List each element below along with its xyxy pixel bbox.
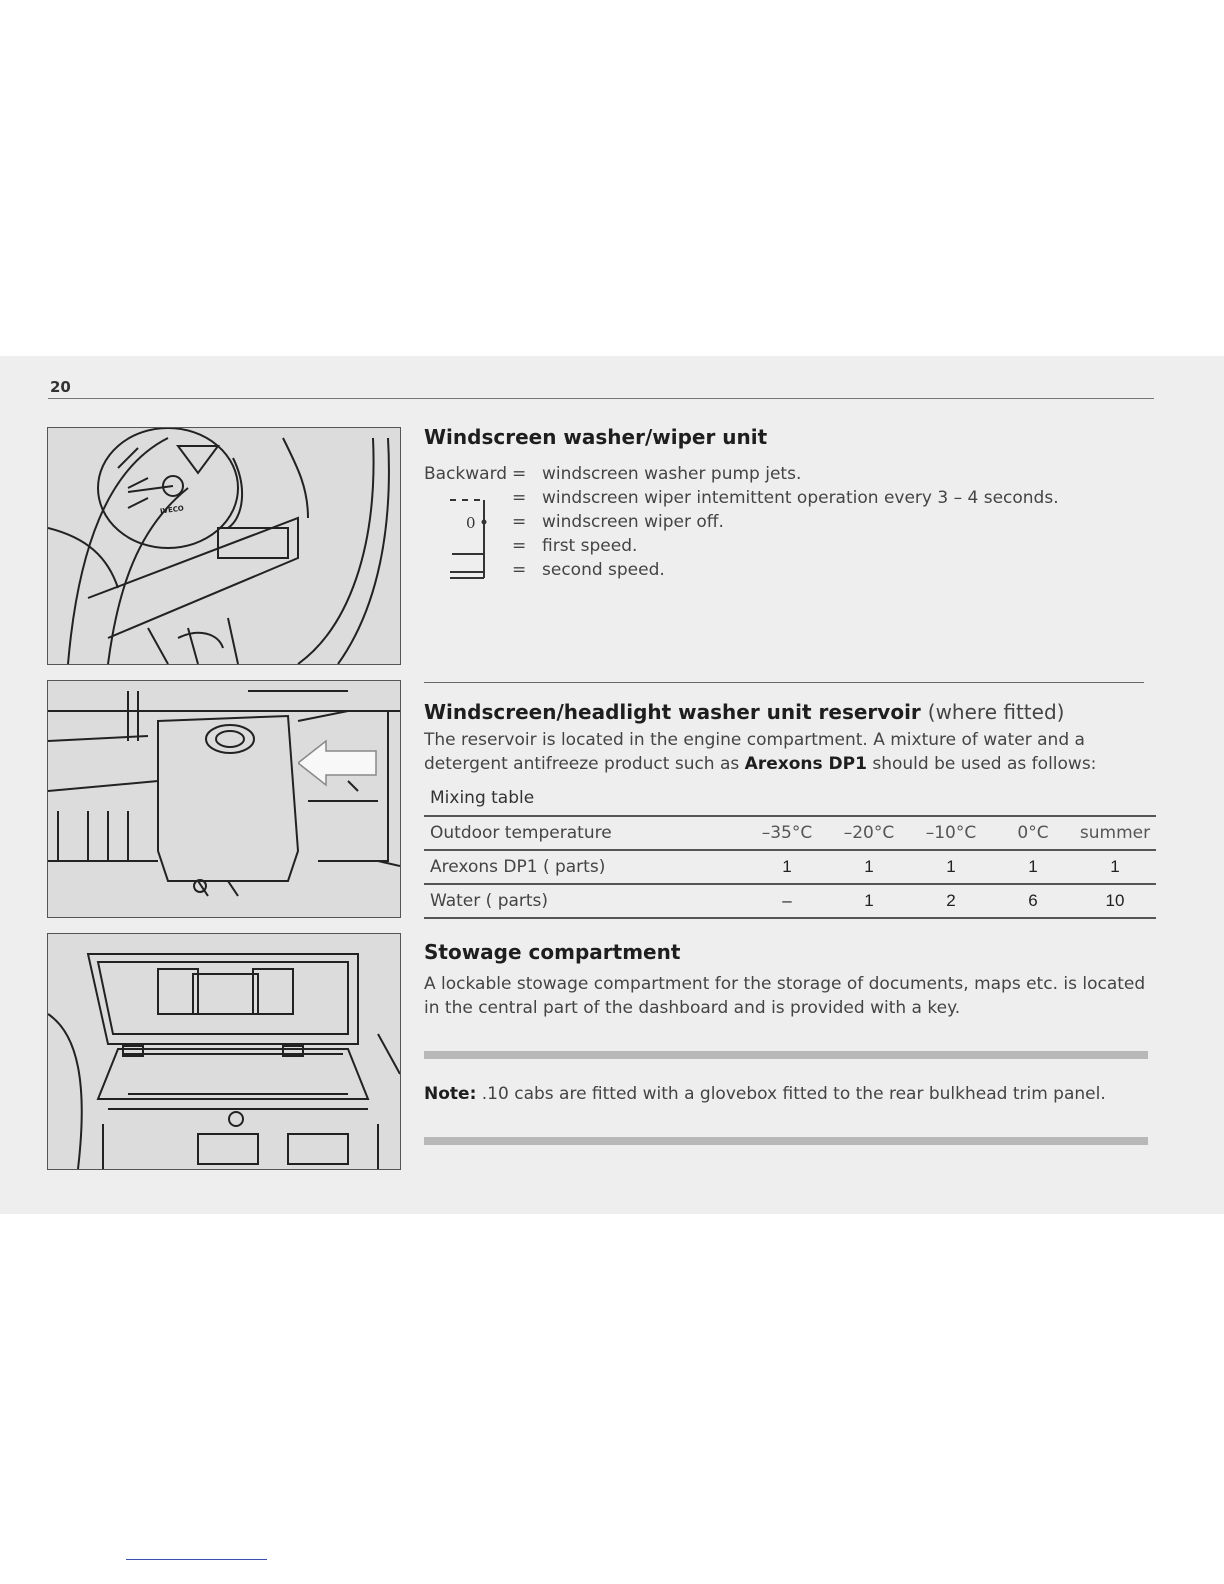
table-cell: – [746, 884, 828, 918]
mixing-table-title: Mixing table [430, 788, 535, 808]
wiper-row-desc: first speed. [542, 536, 638, 556]
note-top-bar [424, 1051, 1148, 1059]
table-header-row [424, 816, 1156, 850]
reservoir-heading [424, 700, 1064, 724]
wiper-row-equals: = [512, 536, 527, 556]
wiper-row [424, 464, 1124, 488]
reservoir-text-before: The reservoir is located in the engine compartment. A mixture of water and a detergent antifreeze product such as [424, 730, 1085, 774]
mixing-table [424, 815, 1156, 919]
wiper-switch-zero-label: 0 [466, 514, 476, 532]
wiper-row [424, 488, 1124, 512]
wiper-row-desc: windscreen washer pump jets. [542, 464, 802, 484]
table-cell: Water ( parts) [424, 884, 746, 918]
washer-reservoir-illustration [47, 680, 401, 918]
table-header-cell: –10°C [910, 816, 992, 850]
table-cell: 1 [828, 884, 910, 918]
section-divider [424, 682, 1144, 683]
table-header-cell: Outdoor temperature [424, 816, 746, 850]
wiper-row-equals: = [512, 560, 527, 580]
note-bottom-bar [424, 1137, 1148, 1145]
table-row [424, 850, 1156, 884]
wiper-row-equals: = [512, 464, 527, 484]
header-rule [48, 398, 1154, 399]
note-text: .10 cabs are fitted with a glovebox fitted to the rear bulkhead trim panel. [476, 1084, 1106, 1104]
wiper-row-desc: windscreen wiper intemittent operation every 3 – 4 seconds. [542, 488, 1059, 508]
wiper-switch-positions-icon [446, 490, 492, 586]
dashboard-wiper-stalk-illustration [47, 427, 401, 665]
table-header-cell: –20°C [828, 816, 910, 850]
wiper-row-equals: = [512, 488, 527, 508]
wiper-row [424, 536, 1124, 560]
table-cell: 1 [1074, 850, 1156, 884]
link-underline [126, 1559, 267, 1560]
wiper-row [424, 512, 1124, 536]
wiper-heading: Windscreen washer/wiper unit [424, 425, 768, 449]
note [424, 1084, 1106, 1104]
table-row [424, 884, 1156, 918]
table-cell: 1 [992, 850, 1074, 884]
table-cell: 1 [828, 850, 910, 884]
brand-label: IVECO [159, 504, 185, 516]
wiper-row [424, 560, 1124, 584]
table-cell: 10 [1074, 884, 1156, 918]
wiper-row-key: Backward [424, 464, 508, 484]
table-header-cell: 0°C [992, 816, 1074, 850]
product-name: Arexons DP1 [744, 754, 867, 774]
table-cell: 1 [910, 850, 992, 884]
reservoir-heading-note: (where fitted) [927, 700, 1065, 724]
table-cell: 6 [992, 884, 1074, 918]
page-number: 20 [50, 378, 71, 396]
arrow-icon [298, 739, 378, 787]
reservoir-text-after: should be used as follows: [866, 754, 1097, 774]
stowage-compartment-illustration [47, 933, 401, 1170]
wiper-row-desc: second speed. [542, 560, 665, 580]
wiper-row-desc: windscreen wiper off. [542, 512, 724, 532]
reservoir-text [424, 728, 1160, 776]
table-cell: 1 [746, 850, 828, 884]
table-header-cell: summer [1074, 816, 1156, 850]
stowage-text: A lockable stowage compartment for the storage of documents, maps etc. is located in the central part of the dashboard and is provided with a key. [424, 974, 1146, 1018]
table-cell: 2 [910, 884, 992, 918]
table-header-cell: –35°C [746, 816, 828, 850]
note-label: Note: [424, 1084, 477, 1104]
reservoir-heading-title: Windscreen/headlight washer unit reservoir [424, 700, 921, 724]
wiper-row-equals: = [512, 512, 527, 532]
stowage-heading: Stowage compartment [424, 940, 681, 964]
table-cell: Arexons DP1 ( parts) [424, 850, 746, 884]
